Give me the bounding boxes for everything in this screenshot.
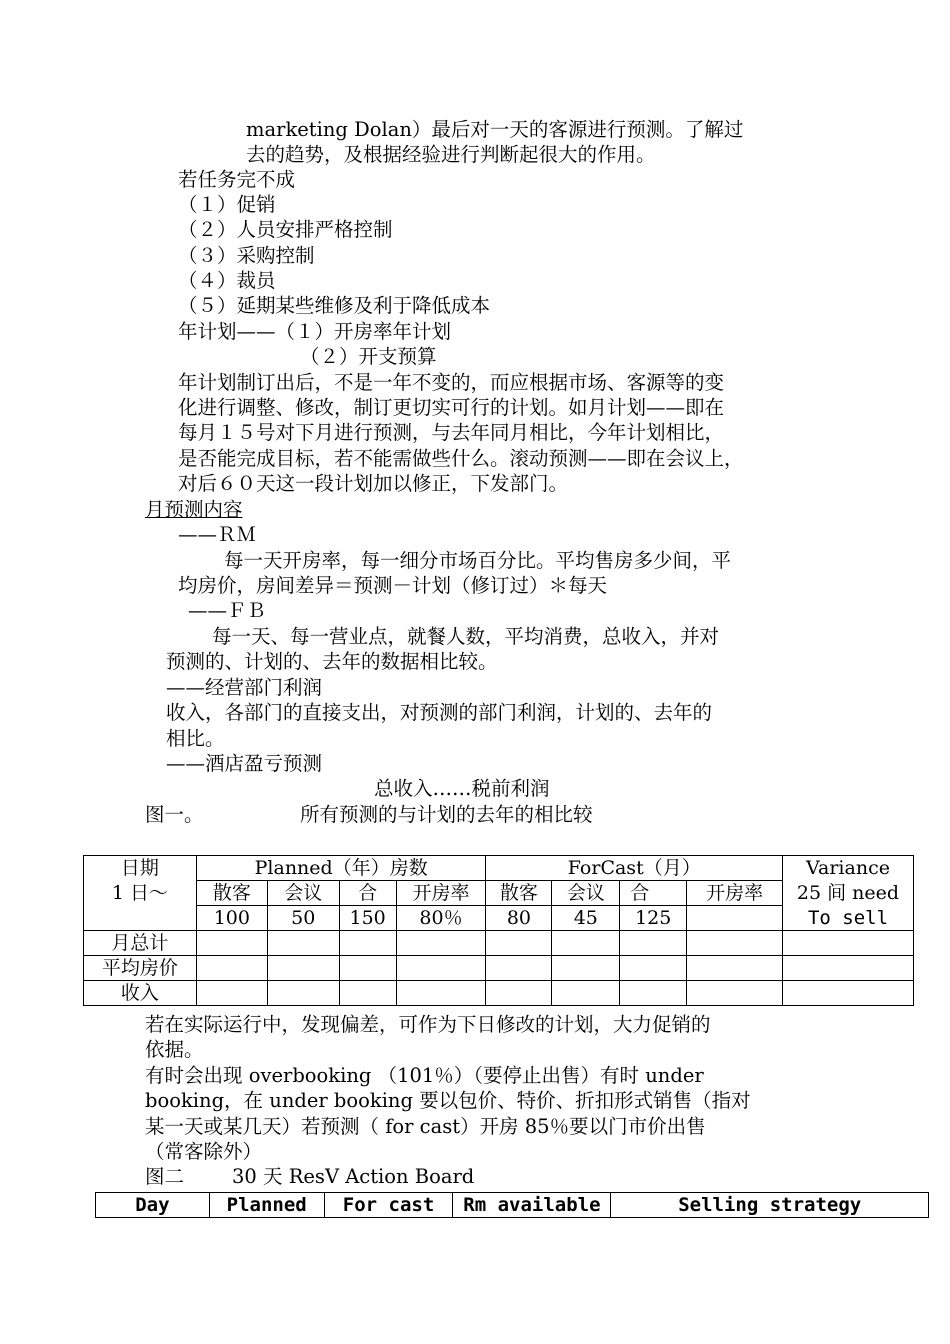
text-line: 某一天或某几天）若预测（ for cast）开房 85％要以门市价出售	[145, 1115, 706, 1138]
text-line: ——ＲＭ	[178, 523, 257, 546]
text-line: （常客除外）	[145, 1140, 263, 1163]
text-line: 对后６０天这一段计划加以修正，下发部门。	[178, 472, 569, 495]
column-header: Planned	[209, 1193, 324, 1218]
list-item: （４）裁员	[178, 269, 276, 292]
column-header: Selling strategy	[611, 1193, 929, 1218]
table-row	[84, 956, 914, 981]
table-cell	[84, 906, 197, 931]
figure-label: 图一。	[145, 803, 204, 826]
table-cell: 100	[196, 906, 267, 931]
text-line: 去的趋势，及根据经验进行判断起很大的作用。	[246, 143, 656, 166]
text-line: ——ＦＢ	[188, 599, 267, 622]
text-line: marketing Dolan）最后对一天的客源进行预测。了解过	[246, 118, 744, 141]
text-line: 每月１５号对下月进行预测，与去年同月相比，今年计划相比，	[178, 421, 725, 444]
section-heading: 月预测内容	[145, 498, 243, 521]
text-line: （２）开支预算	[300, 345, 437, 368]
table-cell: 开房率	[687, 881, 783, 906]
text-line: 收入，各部门的直接支出，对预测的部门利润，计划的、去年的	[166, 701, 713, 724]
table-row	[84, 981, 914, 1006]
table-cell: 开房率	[396, 881, 486, 906]
text-line: 预测的、计划的、去年的数据相比较。	[166, 650, 498, 673]
row-label: 平均房价	[84, 956, 197, 981]
table-cell: 45	[552, 906, 620, 931]
column-header: Rm available	[453, 1193, 611, 1218]
row-label: 收入	[84, 981, 197, 1006]
text-line: 依据。	[145, 1038, 204, 1061]
table-cell	[687, 906, 783, 931]
text-line: ——酒店盈亏预测	[166, 752, 323, 775]
text-line: 有时会出现 overbooking （101％）（要停止出售）有时 under	[145, 1064, 704, 1087]
figure-caption: 所有预测的与计划的去年的相比较	[300, 803, 593, 826]
action-board-table	[95, 1192, 929, 1218]
text-line: 化进行调整、修改，制订更切实可行的计划。如月计划——即在	[178, 396, 725, 419]
text-line: 均房价，房间差异＝预测－计划（修订过）＊每天	[178, 574, 608, 597]
list-item: （３）采购控制	[178, 244, 315, 267]
text-line: 年计划——（１）开房率年计划	[178, 320, 452, 343]
table-cell: 80％	[396, 906, 486, 931]
text-line: 年计划制订出后，不是一年不变的，而应根据市场、客源等的变	[178, 371, 725, 394]
figure-caption: 30 天 ResV Action Board	[232, 1165, 475, 1188]
text-line: booking，在 under booking 要以包价、特价、折扣形式销售（指对	[145, 1089, 751, 1112]
list-item: （１）促销	[178, 193, 276, 216]
table-header-row	[96, 1193, 929, 1218]
text-line: 每一天开房率，每一细分市场百分比。平均售房多少间，平	[224, 549, 732, 572]
variance-cell: 25 间 need	[783, 881, 914, 906]
table-cell: 合	[620, 881, 687, 906]
table-cell: 合	[339, 881, 396, 906]
list-item: （２）人员安排严格控制	[178, 218, 393, 241]
text-line: 相比。	[166, 727, 225, 750]
list-item: （５）延期某些维修及利于降低成本	[178, 294, 491, 317]
header-date: 日期	[84, 856, 197, 881]
table-cell: 150	[339, 906, 396, 931]
table-cell: 125	[620, 906, 687, 931]
header-forcast: ForCast（月）	[486, 856, 783, 881]
table-cell: 会议	[552, 881, 620, 906]
header-variance: Variance	[783, 856, 914, 881]
header-planned: Planned（年）房数	[196, 856, 486, 881]
row-label: 月总计	[84, 931, 197, 956]
column-header: For cast	[324, 1193, 453, 1218]
table-cell: 散客	[486, 881, 552, 906]
table-cell: 散客	[196, 881, 267, 906]
text-line: 是否能完成目标，若不能需做些什么。滚动预测——即在会议上，	[178, 447, 744, 470]
table-cell: 50	[267, 906, 339, 931]
variance-cell: To sell	[783, 906, 914, 931]
comparison-table	[83, 855, 914, 1006]
table-row	[84, 931, 914, 956]
table-cell: 会议	[267, 881, 339, 906]
text-line: 若在实际运行中，发现偏差，可作为下日修改的计划，大力促销的	[145, 1013, 711, 1036]
text-line: 总收入……税前利润	[374, 777, 550, 800]
text-line: ——经营部门利润	[166, 676, 323, 699]
column-header: Day	[96, 1193, 210, 1218]
table-cell: 80	[486, 906, 552, 931]
text-line: 每一天、每一营业点，就餐人数，平均消费，总收入，并对	[212, 625, 720, 648]
text-line: 若任务完不成	[178, 168, 296, 191]
figure-label: 图二	[145, 1165, 185, 1188]
row-label: 1 日～	[84, 881, 197, 906]
